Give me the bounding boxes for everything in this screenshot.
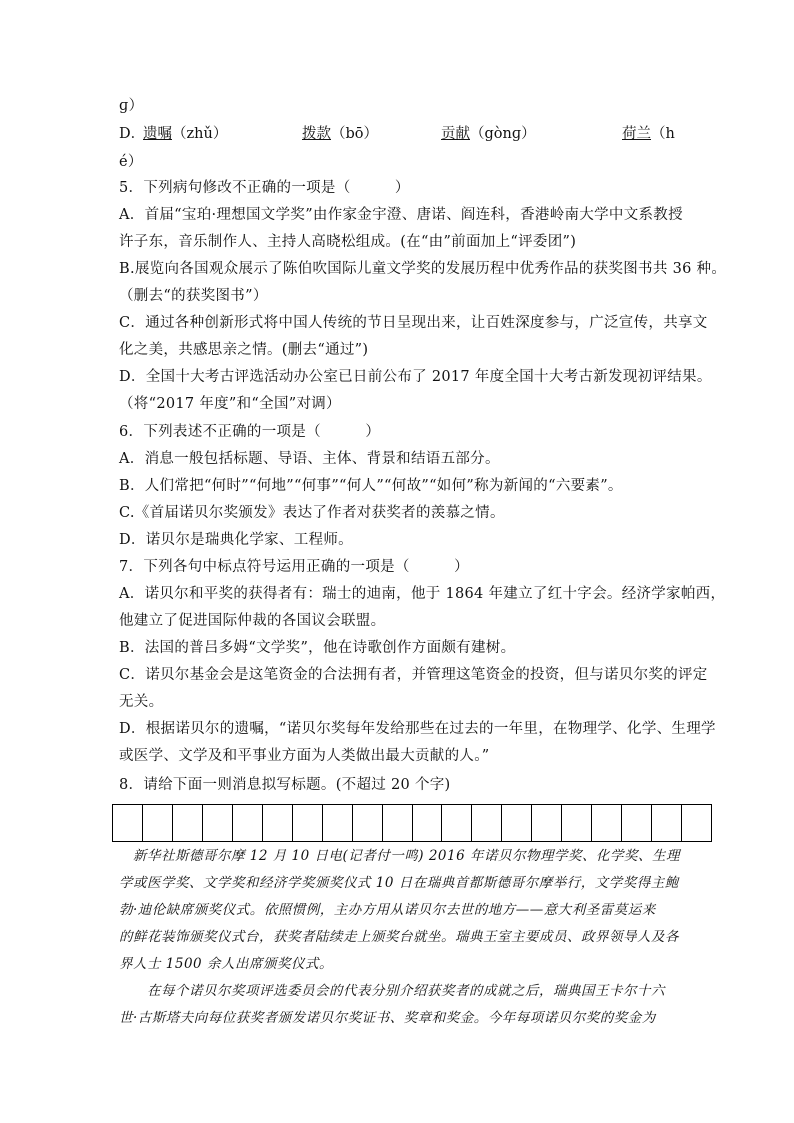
answer-cell[interactable] <box>383 805 413 841</box>
answer-cell[interactable] <box>652 805 682 841</box>
article-p1-line5: 界人士 1500 余人出席颁奖仪式。 <box>119 956 333 972</box>
q7-option-a-line2: 他建立了促进国际仲裁的各国议会联盟。 <box>119 613 386 629</box>
answer-grid[interactable] <box>112 804 712 842</box>
option-d-item-4: 荷兰（h <box>622 126 675 142</box>
q5-option-c-line2: 化之美，共感思亲之情。(删去“通过”) <box>119 342 369 358</box>
article-p2-line1: 在每个诺贝尔奖项评选委员会的代表分别介绍获奖者的成就之后，瑞典国王卡尔十六 <box>119 983 665 999</box>
q6-option-c: C.《首届诺贝尔奖颁发》表达了作者对获奖者的羡慕之情。 <box>119 505 505 521</box>
line-fragment: ɡ） <box>119 98 144 114</box>
q7-option-b: B．法国的普吕多姆“文学奖”，他在诗歌创作方面颇有建树。 <box>119 640 516 656</box>
q7-option-d-line2: 或医学、文学及和平事业方面为人类做出最大贡献的人。” <box>119 748 490 764</box>
article-p1-line1: 新华社斯德哥尔摩 12 月 10 日电(记者付一鸣) 2016 年诺贝尔物理学奖、化学奖、生理 <box>119 848 680 864</box>
answer-cell[interactable] <box>472 805 502 841</box>
answer-cell[interactable] <box>293 805 323 841</box>
answer-cell[interactable] <box>592 805 622 841</box>
answer-cell[interactable] <box>143 805 173 841</box>
q7-option-c-line1: C．诺贝尔基金会是这笔资金的合法拥有者，并管理这笔资金的投资，但与诺贝尔奖的评定 <box>119 667 708 683</box>
article-p1-line2: 学或医学奖、文学奖和经济学奖颁奖仪式 10 日在瑞典首都斯德哥尔摩举行，文学奖得主鲍 <box>119 875 679 891</box>
article-p1-line3: 勃·迪伦缺席颁奖仪式。依照惯例，主办方用从诺贝尔去世的地方——意大利圣雷莫运来 <box>119 902 656 918</box>
q5-option-a-line2: 许子东，音乐制作人、主持人高晓松组成。(在“由”前面加上“评委团”) <box>119 234 577 250</box>
article-p2-line2: 世·古斯塔夫向每位获奖者颁发诺贝尔奖证书、奖章和奖金。今年每项诺贝尔奖的奖金为 <box>119 1010 656 1026</box>
q5-option-d-line2: （将“2017 年度”和“全国”对调） <box>119 396 341 412</box>
q6-option-b: B．人们常把“何时”“何地”“何事”“何人”“何故”“如何”称为新闻的“六要素”。 <box>119 478 623 494</box>
q5-option-b-line1: B.展览向各国观众展示了陈伯吹国际儿童文学奖的发展历程中优秀作品的获奖图书共 36 种。 <box>119 261 727 277</box>
q7-option-d-line1: D．根据诺贝尔的遗嘱，“诺贝尔奖每年发给那些在过去的一年里，在物理学、化学、生理学 <box>119 721 716 737</box>
option-d-item-2: 拨款（bō） <box>302 126 379 142</box>
option-d-item-3: 贡献（gònɡ） <box>441 126 536 142</box>
answer-cell[interactable] <box>622 805 652 841</box>
answer-cell[interactable] <box>502 805 532 841</box>
answer-cell[interactable] <box>203 805 233 841</box>
answer-cell[interactable] <box>413 805 443 841</box>
q5-option-c-line1: C．通过各种创新形式将中国人传统的节日呈现出来，让百姓深度参与，广泛宣传，共享文 <box>119 315 708 331</box>
q5-option-b-line2: （删去“的获奖图书”） <box>119 288 268 304</box>
answer-cell[interactable] <box>532 805 562 841</box>
line-fragment: é） <box>119 154 143 170</box>
answer-cell[interactable] <box>263 805 293 841</box>
question-6: 6．下列表述不正确的一项是（ ） <box>119 424 381 440</box>
q5-option-a-line1: A．首届“宝珀·理想国文学奖”由作家金宇澄、唐诺、阎连科，香港岭南大学中文系教授 <box>119 207 683 223</box>
q7-option-a-line1: A．诺贝尔和平奖的获得者有：瑞士的迪南，他于 1864 年建立了红十字会。经济学家帕西， <box>119 586 726 602</box>
option-d-label: D． <box>119 126 146 142</box>
answer-cell[interactable] <box>233 805 263 841</box>
question-8: 8．请给下面一则消息拟写标题。(不超过 20 个字) <box>119 777 451 793</box>
q6-option-a: A．消息一般包括标题、导语、主体、背景和结语五部分。 <box>119 451 500 467</box>
answer-cell[interactable] <box>682 805 711 841</box>
answer-cell[interactable] <box>323 805 353 841</box>
answer-cell[interactable] <box>562 805 592 841</box>
answer-cell[interactable] <box>173 805 203 841</box>
q6-option-d: D．诺贝尔是瑞典化学家、工程师。 <box>119 532 353 548</box>
question-5: 5．下列病句修改不正确的一项是（ ） <box>119 180 410 196</box>
answer-cell[interactable] <box>442 805 472 841</box>
answer-cell[interactable] <box>113 805 143 841</box>
option-d-item-1: 遗嘱（zhǔ） <box>143 126 228 142</box>
q5-option-d-line1: D．全国十大考古评选活动办公室已日前公布了 2017 年度全国十大考古新发现初评结果。 <box>119 369 712 385</box>
q7-option-c-line2: 无关。 <box>119 694 164 710</box>
article-p1-line4: 的鲜花装饰颁奖仪式台，获奖者陆续走上颁奖台就坐。瑞典王室主要成员、政界领导人及各 <box>119 929 679 945</box>
answer-cell[interactable] <box>353 805 383 841</box>
question-7: 7．下列各句中标点符号运用正确的一项是（ ） <box>119 559 469 575</box>
